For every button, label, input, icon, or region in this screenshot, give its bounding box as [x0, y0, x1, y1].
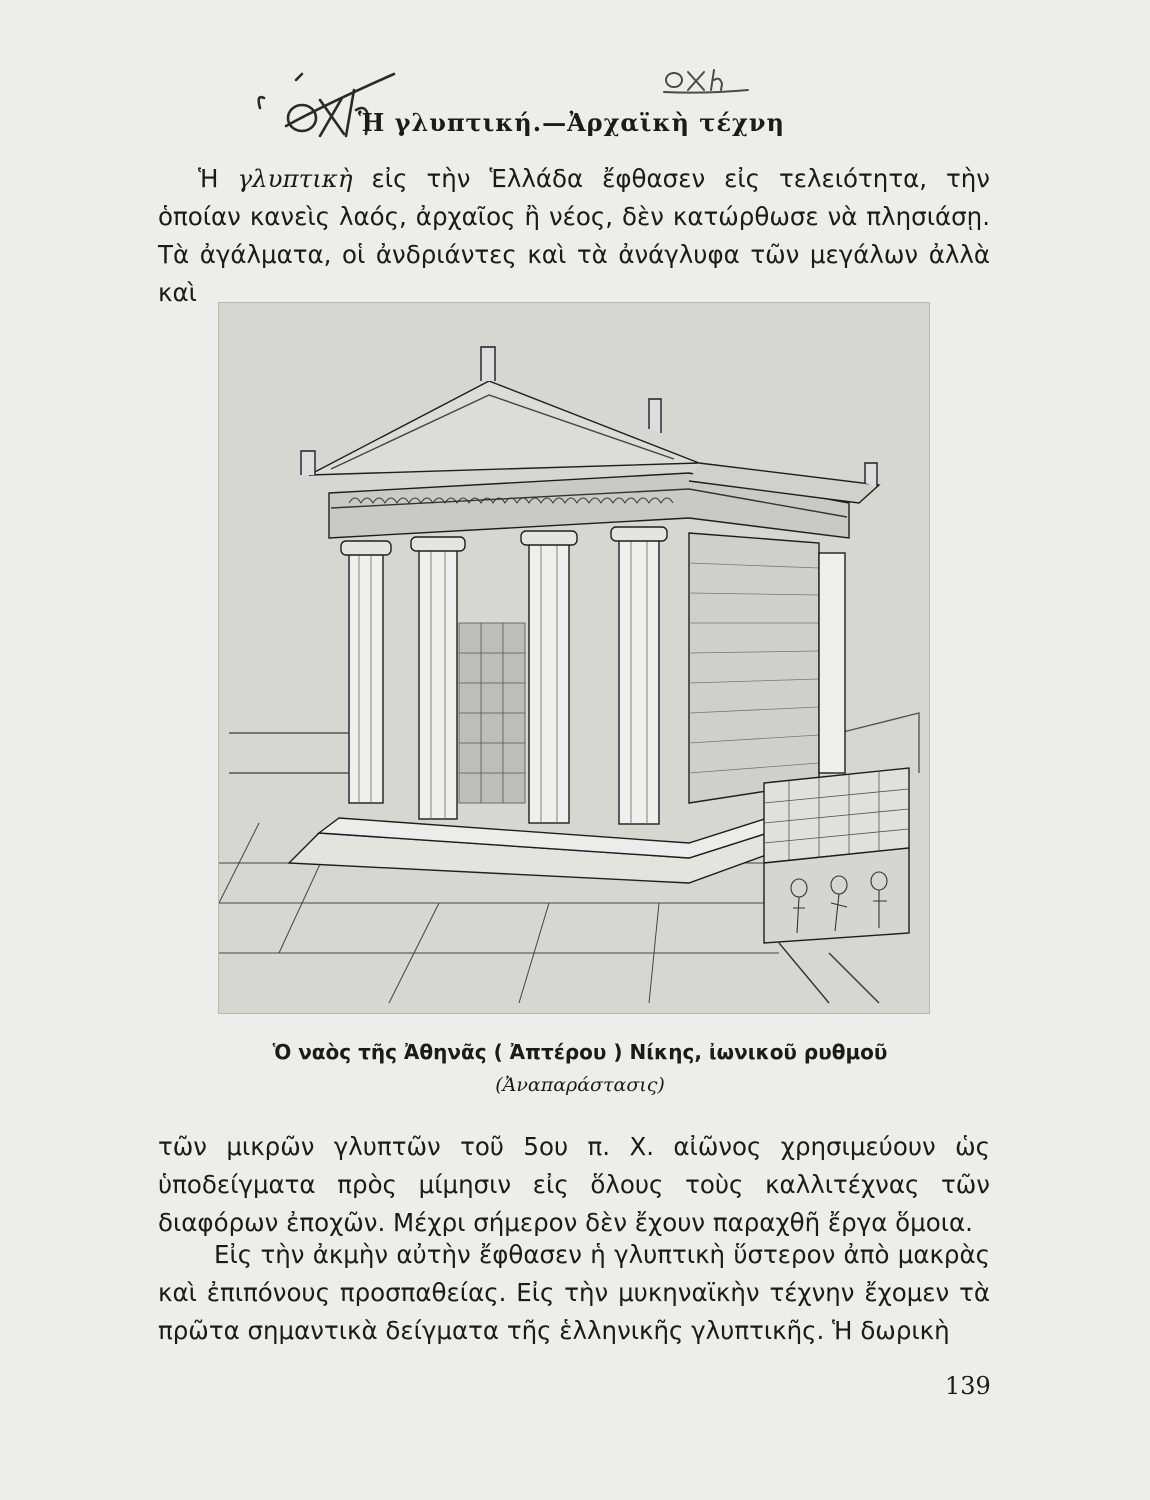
paragraph-3: Εἰς τὴν ἀκμὴν αὐτὴν ἔφθασεν ἡ γλυπτικὴ ὕστερον ἀπὸ μακρὰς καὶ ἐπιπόνους προσπαθείας. Εἰς τὴν μυκηναϊκὴν τέχνην ἔχομεν τὰ πρῶτα σημαντικὰ δείγματα τῆς ἑλληνικῆς γλυπτικῆς. Ἡ δωρικὴ	[158, 1240, 990, 1345]
handwritten-note-right	[660, 66, 760, 96]
paragraph-2: τῶν μικρῶν γλυπτῶν τοῦ 5ου π. Χ. αἰῶνος χρησιμεύουν ὡς ὑποδείγματα πρὸς μίμησιν εἰς ὅλους τοὺς καλλιτέχνας τῶν διαφόρων ἐποχῶν. Μέχρι σήμερον δὲν ἔχουν παραχθῆ ἔργα ὅμοια.	[158, 1132, 990, 1237]
temple-drawing	[219, 303, 929, 1013]
figure-caption: Ὁ ναὸς τῆς Ἀθηνᾶς ( Ἀπτέρου ) Νίκης, ἰωνικοῦ ρυθμοῦ	[272, 1040, 888, 1064]
paragraph-1-lead: Ἡ	[198, 164, 238, 193]
page-number: 139	[945, 1372, 991, 1400]
paragraph-1-rest: εἰς τὴν Ἑλλάδα ἔφθασεν εἰς τελειότητα, τὴν ὁποίαν κανεὶς λαός, ἀρχαῖος ἢ νέος, δὲν κατώρθωσε νὰ πλησιάσῃ. Τὰ ἀγάλματα, οἱ ἀνδριάντες καὶ τὰ ἀνάγλυφα τῶν μεγάλων ἀλλὰ καὶ	[158, 164, 990, 307]
paragraph-1	[158, 160, 990, 312]
paragraph-1-italic-term: γλυπτικὴ	[237, 164, 353, 193]
figure-subcaption: (Ἀναπαράστασις)	[495, 1074, 665, 1096]
temple-illustration	[218, 302, 930, 1014]
section-heading: Ἡ γλυπτική.—Ἀρχαϊκὴ τέχνη	[358, 108, 785, 137]
